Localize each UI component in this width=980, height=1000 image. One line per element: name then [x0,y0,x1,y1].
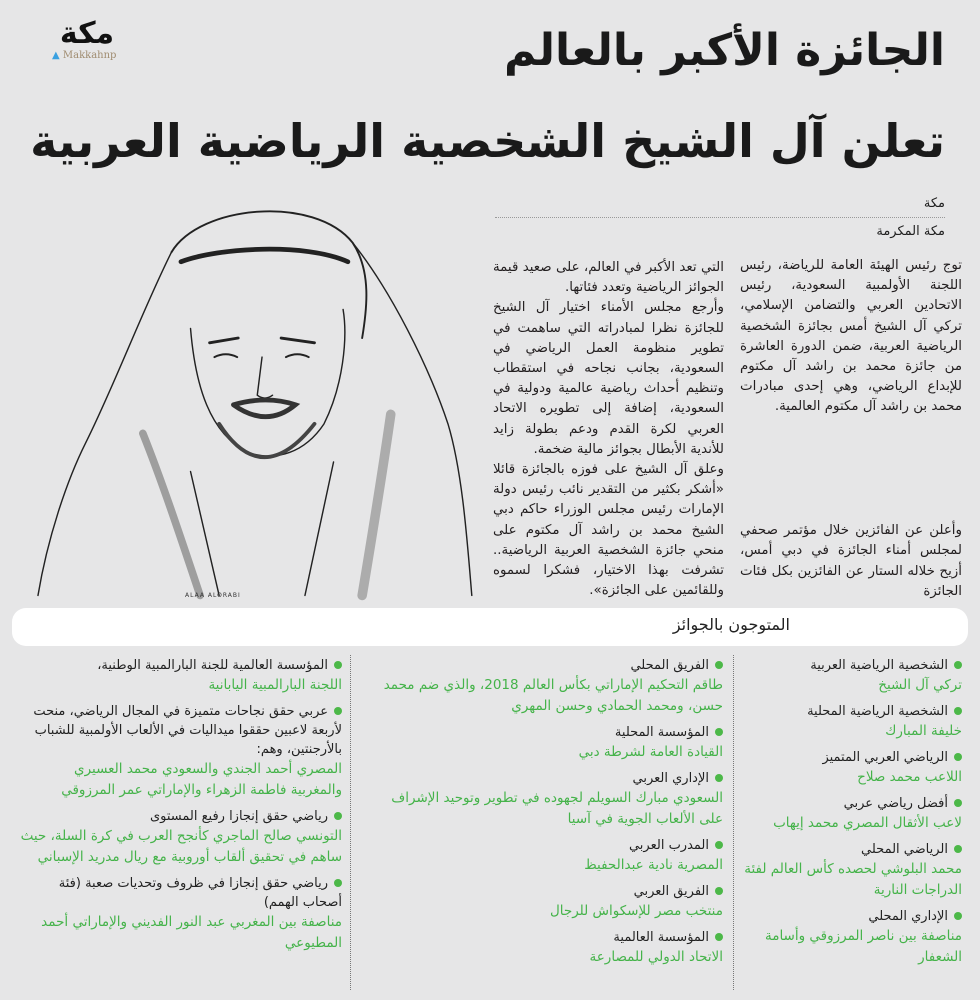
byline-divider [495,217,945,218]
winner-item [740,656,962,696]
winner-item [740,748,962,788]
award-category: المدرب العربي [365,836,723,855]
twitter-bird-icon: ▲ [52,50,60,61]
award-category: الشخصية الرياضية المحلية [740,702,962,721]
winners-banner [12,608,968,646]
award-winner: طاقم التحكيم الإماراتي بكأس العالم 2018، والذي ضم محمد حسن، ومحمد الحمادي وحسن المهري [383,677,723,714]
award-category: الفريق المحلي [365,656,723,675]
award-category: الرياضي المحلي [740,840,962,859]
award-winner: اللاعب محمد صلاح [857,769,962,785]
byline-source: مكة [923,196,945,211]
artist-signature: ALAA ALORABI [185,592,241,599]
winner-item [365,769,723,830]
award-winner: القيادة العامة لشرطة دبي [578,744,723,760]
column-divider [350,655,351,990]
article-paragraph: وأرجع مجلس الأمناء اختيار آل الشيخ للجائزة نظرا لمبادراته التي ساهمت في تطوير منظومة العمل الرياضي في السعودية، بجانب نجاحه في استقطاب وتنظيم أحداث رياضية عالمية ودولية في السعودية، إضافة إلى تطويره الاتحاد العربي لكرة القدم ودعم بطولة زايد للأندية الأبطال بجوائز مالية ضخمة. [493,300,724,457]
article-right-column [740,256,962,602]
award-winner: التونسي صالح الماجري كأنجح العرب في كرة السلة، حيث ساهم في تحقيق ألقاب أوروبية مع ريال مدريد الإسباني [20,828,342,865]
award-category: الشخصية الرياضية العربية [740,656,962,675]
award-category: الإداري العربي [365,769,723,788]
winner-item [20,702,342,801]
portrait-sketch [25,195,480,605]
award-category: المؤسسة المحلية [365,723,723,742]
award-category: الرياضي العربي المتميز [740,748,962,767]
article-paragraph: التي تعد الأكبر في العالم، على صعيد قيمة الجوائز الرياضية وتعدد فئاتها. [493,260,724,296]
winner-item [740,702,962,742]
winner-item [365,656,723,717]
award-winner: المصري أحمد الجندي والسعودي محمد العسيري والمغربية فاطمة الزهراء والإماراتي عمر المرزوقي [61,761,342,798]
article-paragraph: وعلق آل الشيخ على فوزه بالجائزة قائلا «أشكر بكثير من التقدير نائب رئيس دولة الإمارات رئيس مجلس الوزراء حاكم دبي الشيخ محمد بن راشد آل مكتوم على منحي جائزة الشخصية العربية الرياضية.. تشرفت بهذا الاختيار، فشكرا لسموه وللقائمين على الجائزة». [493,462,724,599]
award-winner: محمد البلوشي لحصده كأس العالم لفئة الدراجات النارية [744,861,962,898]
winner-item [740,907,962,968]
twitter-handle: ▲ Makkahnp [52,50,117,61]
winner-item [365,836,723,876]
winners-title: المتوجون بالجوائز [672,615,790,634]
winner-item [365,928,723,968]
award-category: المؤسسة العالمية للجنة البارالمبية الوطنية، [20,656,342,675]
award-category: المؤسسة العالمية [365,928,723,947]
award-winner: تركي آل الشيخ [878,677,962,693]
award-category: الإداري المحلي [740,907,962,926]
winners-column-3 [20,656,342,960]
makkah-logo [52,18,122,61]
award-winner: المصرية نادية عبدالحفيظ [584,857,723,873]
article-paragraph: وأعلن عن الفائزين خلال مؤتمر صحفي لمجلس أمناء الجائزة في دبي أمس، أزيح خلاله الستار عن الفائزين بكل فئات الجائزة [740,523,962,599]
article-paragraph: توج رئيس الهيئة العامة للرياضة، رئيس اللجنة الأولمبية السعودية، رئيس الاتحادين العربي والتضامن الإسلامي، تركي آل الشيخ أمس بجائزة الشخصية الرياضية العربية، ضمن الدورة العاشرة من جائزة محمد بن راشد آل مكتوم للإبداع الرياضي، وهي إحدى مبادرات محمد بن راشد آل مكتوم العالمية. [740,258,962,415]
headline-line-1: الجائزة الأكبر بالعالم [503,25,945,76]
award-winner: منتخب مصر للإسكواش للرجال [549,903,723,919]
winner-item [20,874,342,954]
winner-item [20,656,342,696]
award-category: رياضي حقق إنجازا في ظروف وتحديات صعبة (فئة أصحاب الهمم) [20,874,342,912]
award-winner: مناصفة بين المغربي عبد النور الفديني والإماراتي أحمد المطيوعي [41,914,342,951]
award-winner: مناصفة بين ناصر المرزوقي وأسامة الشعفار [764,928,962,965]
winners-column-1 [740,656,962,974]
winner-item [365,723,723,763]
award-category: الفريق العربي [365,882,723,901]
winner-item [740,794,962,834]
winner-item [740,840,962,901]
award-winner: خليفة المبارك [885,723,962,739]
award-category: أفضل رياضي عربي [740,794,962,813]
byline-city: مكة المكرمة [876,224,945,239]
award-winner: الاتحاد الدولي للمصارعة [589,949,723,965]
logo-wordmark: مكة [59,16,115,51]
award-category: رياضي حقق إنجازا رفيع المستوى [20,807,342,826]
winner-item [20,807,342,868]
column-divider [733,655,734,990]
winners-column-2 [365,656,723,974]
winner-item [365,882,723,922]
article-middle-column [493,258,724,601]
award-winner: السعودي مبارك السويلم لجهوده في تطوير وتوحيد الإشراف على الألعاب الجوية في آسيا [391,790,723,827]
award-category: عربي حقق نجاحات متميزة في المجال الرياضي، منحت لأربعة لاعبين حققوا ميداليات في الألعاب الأولمبية للشباب بالأرجنتين، وهم: [20,702,342,759]
headline-line-2: تعلن آل الشيخ الشخصية الرياضية العربية [30,114,945,168]
award-winner: اللجنة البارالمبية اليابانية [208,677,342,693]
award-winner: لاعب الأثقال المصري محمد إيهاب [773,815,962,831]
